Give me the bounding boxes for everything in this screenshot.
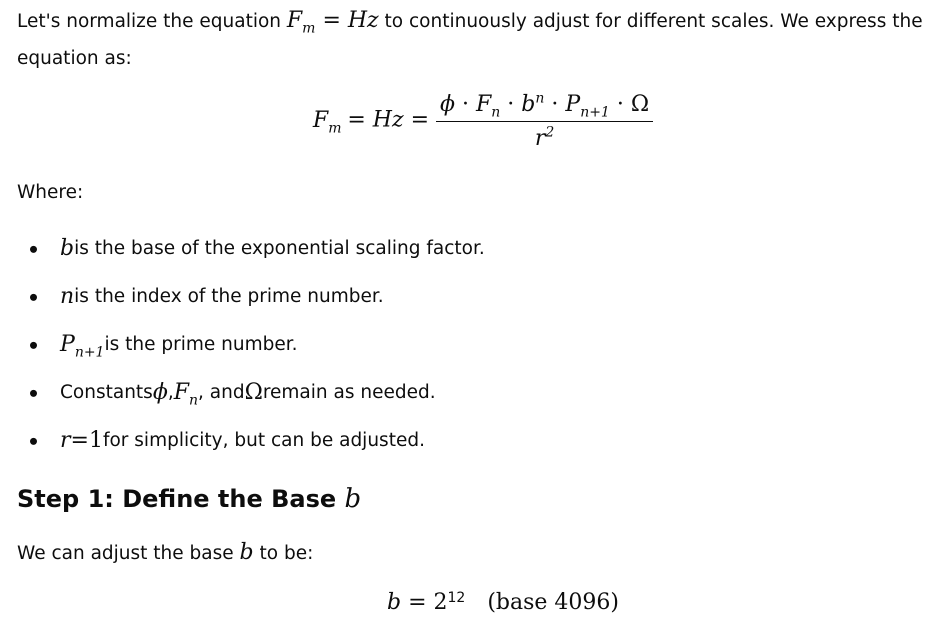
- intro-math-fm: $F_m$: [286, 8, 316, 37]
- intro-text-before: Let's normalize the equation: [17, 11, 287, 32]
- bullet-dot: [30, 390, 37, 397]
- bullet-dot: [30, 246, 37, 253]
- step1-paragraph: We can adjust the base b to be:: [17, 540, 314, 565]
- main-equation: $F_m = Hz$ = $\frac{\phi \cdot F_n \cdot b^n \cdot P_{n+1} \cdot \Omega}{r^2}$: [0, 92, 946, 151]
- eq-lhs: $F_m$: [312, 107, 342, 136]
- bullet-dot: [30, 294, 37, 301]
- eq-numerator: $\phi \cdot F_n \cdot b^n \cdot P_{n+1} \cdot \Omega$: [436, 92, 653, 122]
- intro-line-1: Let's normalize the equation $F_m = Hz$ to continuously adjust for different scales. We express the: [17, 8, 923, 37]
- bullet-dot: [30, 342, 37, 349]
- base-equation: $b = 2^{12}$ (base 4096): [387, 589, 619, 615]
- list-item: Constants ϕ , $F_n$ , and Ω remain as needed.: [30, 368, 485, 416]
- list-item: r = 1 for simplicity, but can be adjusted.: [30, 416, 485, 464]
- list-item: $P_{n+1}$ is the prime number.: [30, 320, 485, 368]
- where-label: Where:: [17, 182, 84, 203]
- list-item: n is the index of the prime number.: [30, 272, 485, 320]
- bullet-dot: [30, 438, 37, 445]
- step1-heading: Step 1: Define the Base b: [17, 484, 362, 514]
- eq-denominator: $r^2$: [534, 124, 555, 151]
- intro-text-after: to continuously adjust for different scales. We express the: [378, 11, 923, 32]
- list-item: b is the base of the exponential scaling factor.: [30, 224, 485, 272]
- intro-line-2: equation as:: [17, 48, 132, 69]
- eq-fraction: [436, 92, 653, 151]
- definition-list: [30, 224, 485, 464]
